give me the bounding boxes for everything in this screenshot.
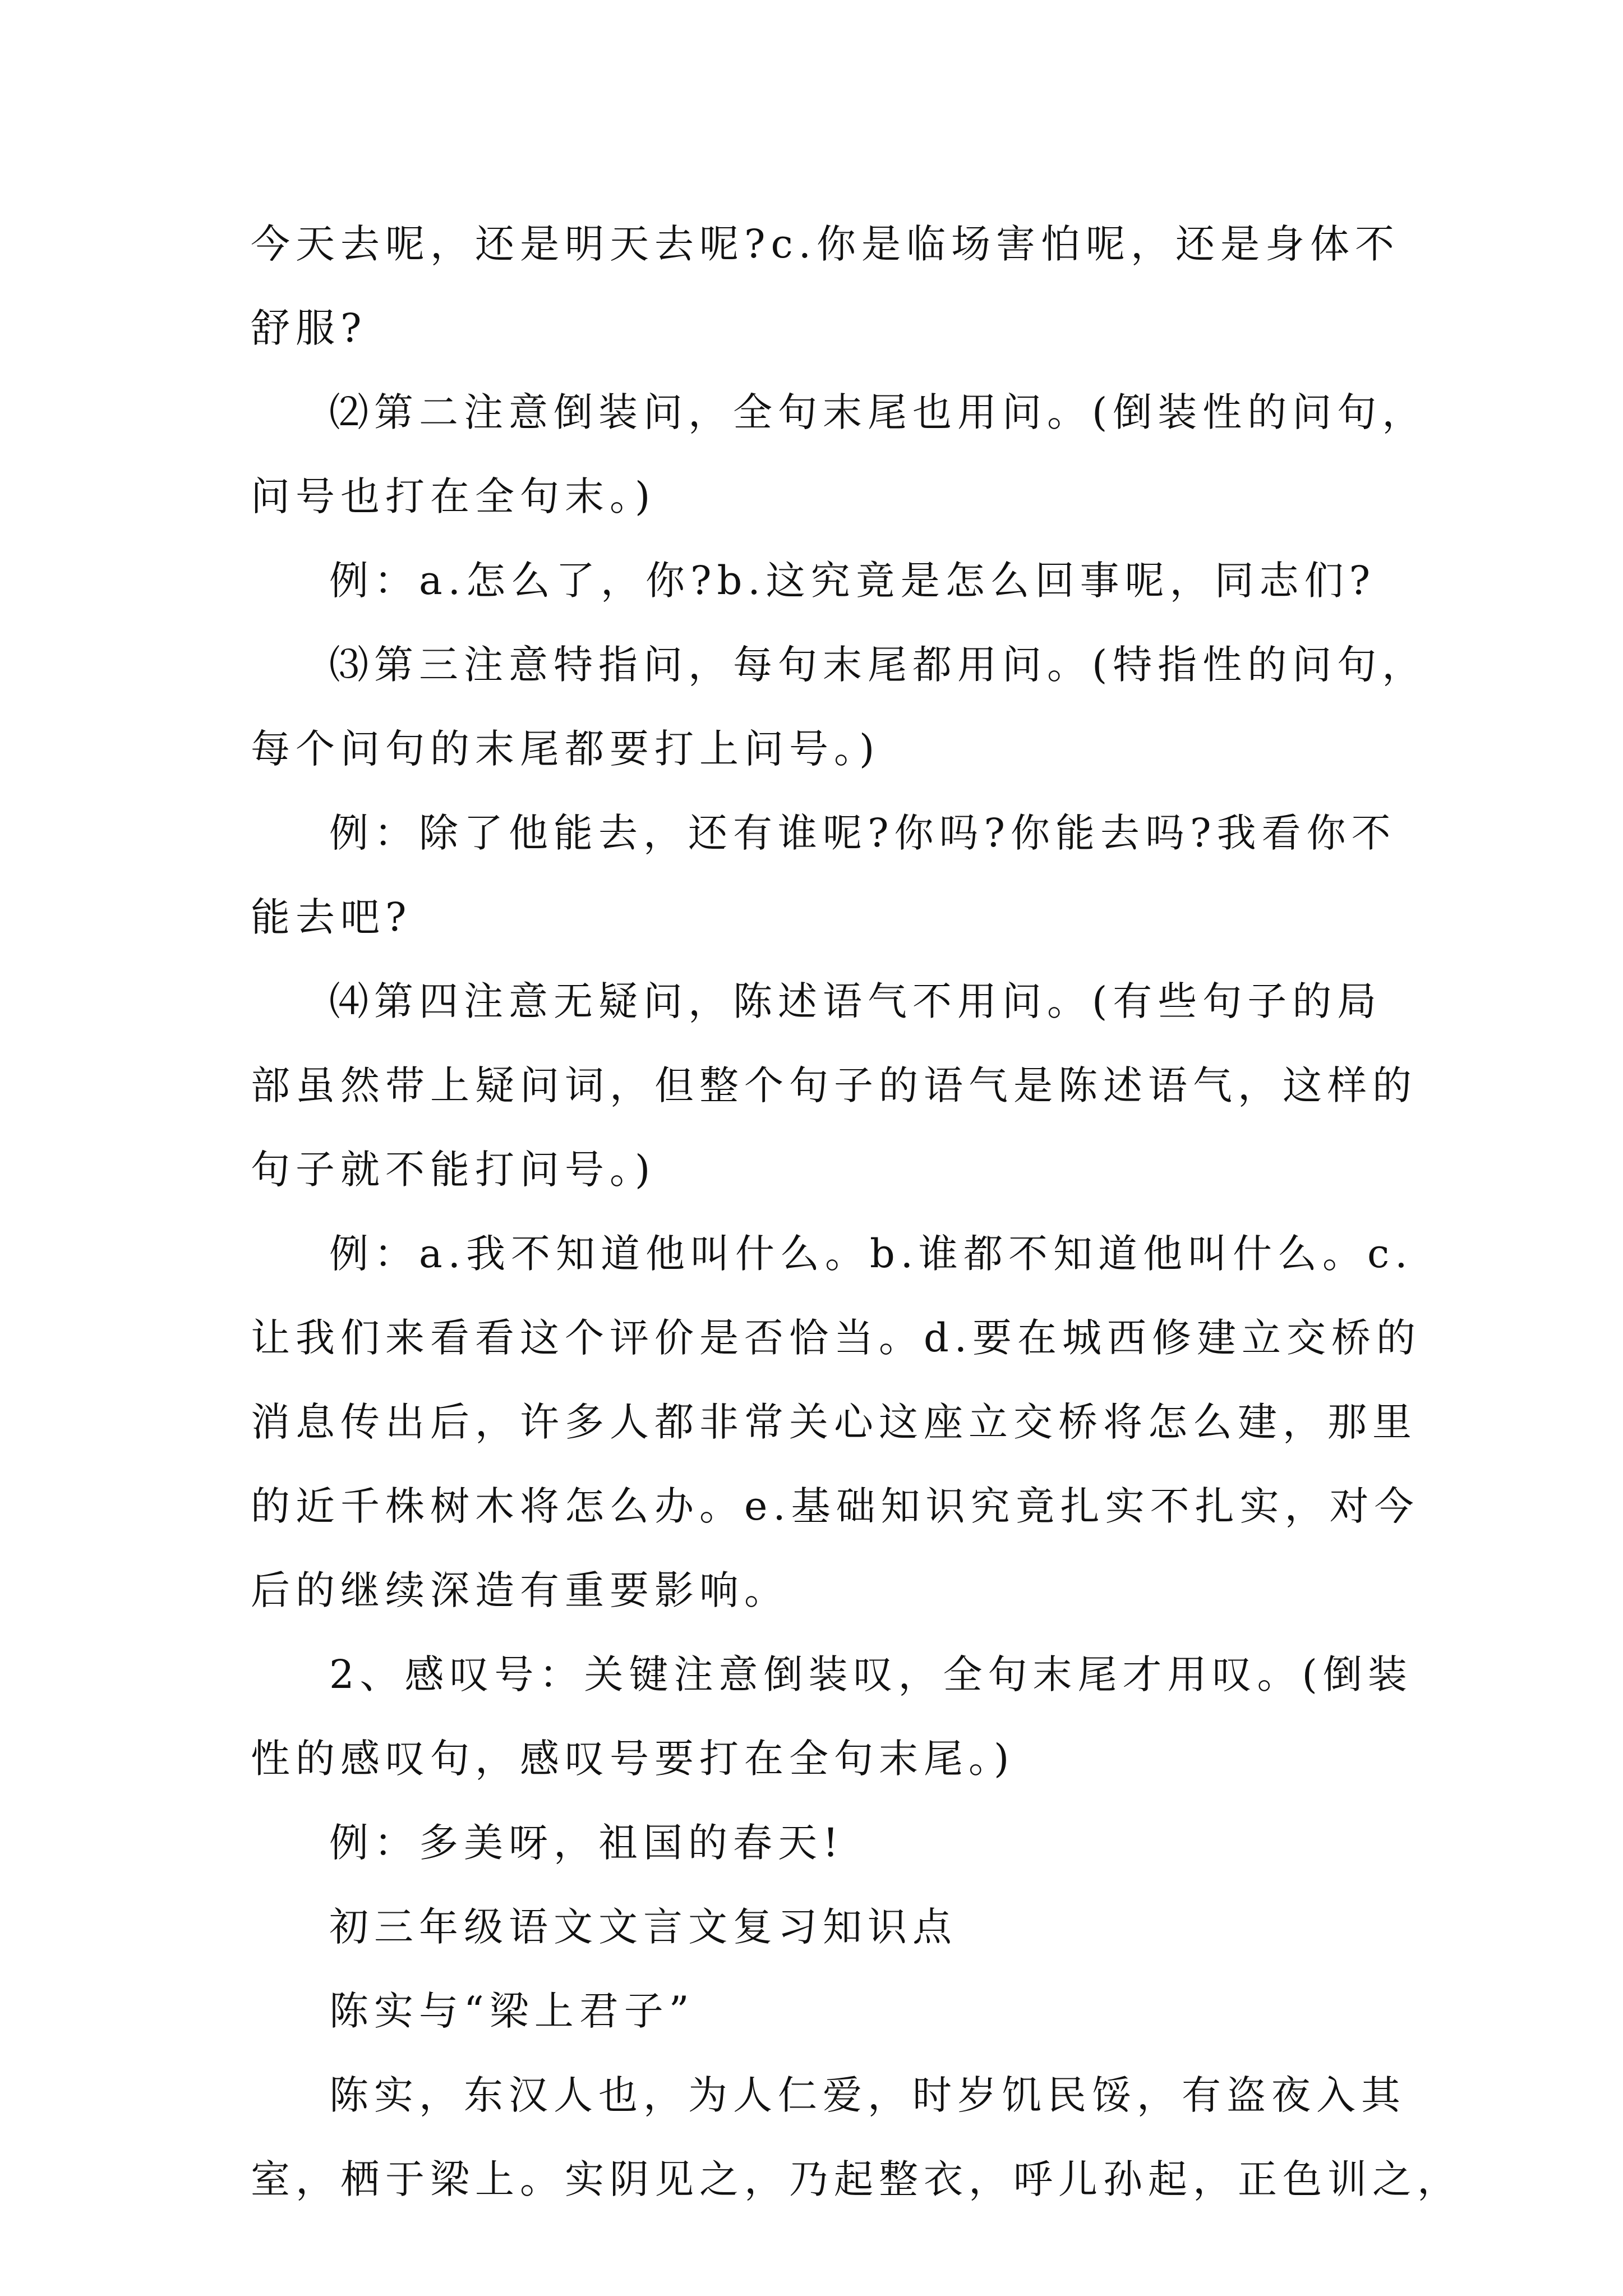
- text-line: 每个问句的末尾都要打上问号。): [251, 726, 880, 772]
- text-line: 室，栖于梁上。实阴见之，乃起整衣，呼儿孙起，正色训之，: [251, 2156, 1462, 2202]
- text-line: 部虽然带上疑问词，但整个句子的语气是陈述语气，这样的: [251, 1062, 1417, 1108]
- text-line: 消息传出后，许多人都非常关心这座立交桥将怎么建，那里: [251, 1399, 1417, 1445]
- text-line: 陈实，东汉人也，为人仁爱，时岁饥民馁，有盗夜入其: [329, 2072, 1406, 2118]
- passage-title: 陈实与“梁上君子”: [329, 1988, 695, 2034]
- text-line: 2、感叹号：关键注意倒装叹，全句末尾才用叹。(倒装: [329, 1651, 1413, 1697]
- text-line: 例：多美呀，祖国的春天!: [329, 1820, 845, 1866]
- document-body: [251, 202, 1462, 2221]
- text-line: 问号也打在全句末。): [251, 473, 656, 519]
- text-line: 性的感叹句，感叹号要打在全句末尾。): [251, 1736, 1015, 1782]
- section-heading: 初三年级语文文言文复习知识点: [329, 1904, 957, 1950]
- text-line: 的近千株树木将怎么办。e.基础知识究竟扎实不扎实，对今: [251, 1483, 1419, 1529]
- text-line: 例：a.我不知道他叫什么。b.谁都不知道他叫什么。c.: [329, 1231, 1413, 1277]
- text-line: ⑵第二注意倒装问，全句末尾也用问。(倒装性的问句，: [329, 389, 1427, 435]
- text-line: 例：除了他能去，还有谁呢?你吗?你能去吗?我看你不: [329, 810, 1396, 856]
- text-line: ⑶第三注意特指问，每句末尾都用问。(特指性的问句，: [329, 642, 1427, 688]
- text-line: 句子就不能打问号。): [251, 1147, 656, 1193]
- text-line: ⑷第四注意无疑问，陈述语气不用问。(有些句子的局: [329, 978, 1382, 1024]
- text-line: 今天去呢，还是明天去呢?c.你是临场害怕呢，还是身体不: [251, 221, 1400, 267]
- text-line: 让我们来看看这个评价是否恰当。d.要在城西修建立交桥的: [251, 1315, 1422, 1361]
- text-line: 能去吧?: [251, 894, 412, 940]
- text-line: 后的继续深造有重要影响。: [251, 1567, 789, 1613]
- text-line: 例：a.怎么了，你?b.这究竟是怎么回事呢，同志们?: [329, 558, 1376, 604]
- text-line: 舒服?: [251, 305, 367, 351]
